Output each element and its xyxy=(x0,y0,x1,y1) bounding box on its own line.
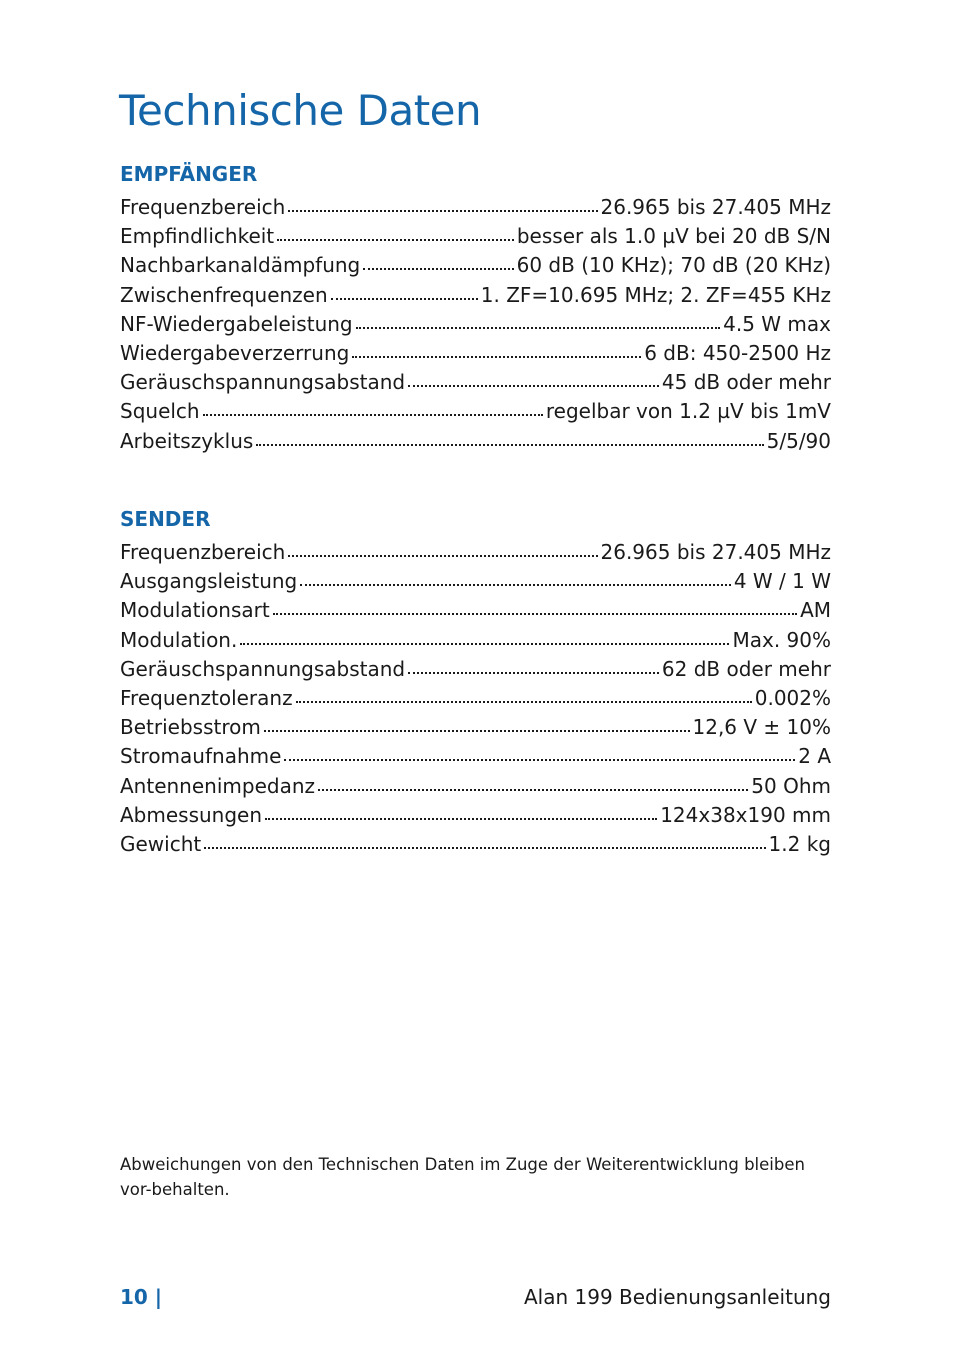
dot-leader xyxy=(331,298,478,300)
dot-leader xyxy=(256,444,763,446)
spec-row xyxy=(120,281,831,310)
spec-row xyxy=(120,339,831,368)
dot-leader xyxy=(408,385,659,387)
spec-row xyxy=(120,397,831,426)
dot-leader xyxy=(352,356,641,358)
spec-row xyxy=(120,222,831,251)
spec-value: 60 dB (10 KHz); 70 dB (20 KHz) xyxy=(516,253,831,278)
spec-label: Zwischenfrequenzen xyxy=(120,282,328,307)
spec-row xyxy=(120,427,831,456)
spec-label: Betriebsstrom xyxy=(120,715,261,740)
dot-leader xyxy=(273,613,797,615)
spec-label: Geräuschspannungsabstand xyxy=(120,656,406,681)
spec-row xyxy=(120,801,831,830)
spec-value: 26.965 bis 27.405 MHz xyxy=(600,540,831,564)
spec-row xyxy=(120,251,831,280)
spec-row xyxy=(120,713,831,742)
spec-value: 62 dB oder mehr xyxy=(661,656,831,681)
spec-value: 2 A xyxy=(798,744,831,769)
dot-leader xyxy=(318,789,748,791)
spec-value: AM xyxy=(800,598,831,623)
dot-leader xyxy=(277,239,514,241)
spec-label: Modulationsart xyxy=(120,598,270,623)
spec-value: Max. 90% xyxy=(732,627,831,652)
spec-label: Nachbarkanaldämpfung xyxy=(120,253,361,278)
spec-value: 0.002% xyxy=(754,685,831,710)
spec-value: 50 Ohm xyxy=(751,773,831,798)
page-title: Technische Daten xyxy=(119,86,482,135)
spec-label: Empfindlichkeit xyxy=(120,224,275,249)
dot-leader xyxy=(203,414,543,416)
dot-leader xyxy=(288,210,597,212)
spec-row xyxy=(120,626,831,655)
spec-row xyxy=(120,193,831,222)
spec-row xyxy=(120,684,831,713)
transmitter-spec-list xyxy=(120,538,831,859)
spec-value: 5/5/90 xyxy=(766,428,831,453)
page-number: 10 | xyxy=(120,1285,163,1309)
spec-label: Stromaufnahme xyxy=(120,744,282,769)
spec-value: 26.965 bis 27.405 MHz xyxy=(600,195,831,219)
dot-leader xyxy=(363,268,513,270)
section-heading-receiver: EMPFÄNGER xyxy=(120,162,258,186)
dot-leader xyxy=(288,555,597,557)
spec-label: Frequenztoleranz xyxy=(120,685,293,710)
spec-label: Ausgangsleistung xyxy=(120,569,298,594)
spec-row xyxy=(120,772,831,801)
spec-value: 4 W / 1 W xyxy=(733,569,831,594)
spec-label: NF-Wiedergabeleistung xyxy=(120,311,353,336)
spec-row xyxy=(120,567,831,596)
spec-label: Frequenzbereich xyxy=(120,195,286,219)
section-heading-transmitter: SENDER xyxy=(120,507,211,531)
spec-label: Geräuschspannungsabstand xyxy=(120,370,406,395)
spec-row xyxy=(120,655,831,684)
spec-value: 12,6 V ± 10% xyxy=(692,715,831,740)
spec-label: Abmessungen xyxy=(120,802,263,827)
receiver-spec-list xyxy=(120,193,831,456)
spec-value: 124x38x190 mm xyxy=(660,802,831,827)
spec-value: 1.2 kg xyxy=(768,831,831,856)
spec-value: besser als 1.0 µV bei 20 dB S/N xyxy=(516,224,831,249)
spec-value: 4.5 W max xyxy=(723,311,831,336)
spec-label: Gewicht xyxy=(120,831,202,856)
dot-leader xyxy=(264,730,690,732)
spec-value: 1. ZF=10.695 MHz; 2. ZF=455 KHz xyxy=(480,282,831,307)
spec-value: regelbar von 1.2 µV bis 1mV xyxy=(545,399,831,424)
footnote: Abweichungen von den Technischen Daten im Zuge der Weiterentwicklung bleiben vor-behalten. xyxy=(120,1155,805,1199)
spec-label: Squelch xyxy=(120,399,200,424)
spec-label: Antennenimpedanz xyxy=(120,773,315,798)
dot-leader xyxy=(300,584,731,586)
spec-row xyxy=(120,310,831,339)
spec-value: 6 dB: 450-2500 Hz xyxy=(644,340,831,365)
spec-label: Arbeitszyklus xyxy=(120,428,254,453)
spec-row xyxy=(120,742,831,771)
dot-leader xyxy=(204,847,765,849)
spec-label: Modulation. xyxy=(120,627,238,652)
spec-value: 45 dB oder mehr xyxy=(661,370,831,395)
dot-leader xyxy=(296,701,752,703)
dot-leader xyxy=(356,327,721,329)
spec-label: Wiedergabeverzerrung xyxy=(120,340,350,365)
spec-row xyxy=(120,596,831,625)
dot-leader xyxy=(284,759,795,761)
document-name: Alan 199 Bedienungsanleitung xyxy=(523,1285,831,1309)
spec-row xyxy=(120,830,831,859)
dot-leader xyxy=(265,818,657,820)
dot-leader xyxy=(240,643,729,645)
spec-row xyxy=(120,368,831,397)
spec-label: Frequenzbereich xyxy=(120,540,286,564)
dot-leader xyxy=(408,672,659,674)
spec-row xyxy=(120,538,831,567)
